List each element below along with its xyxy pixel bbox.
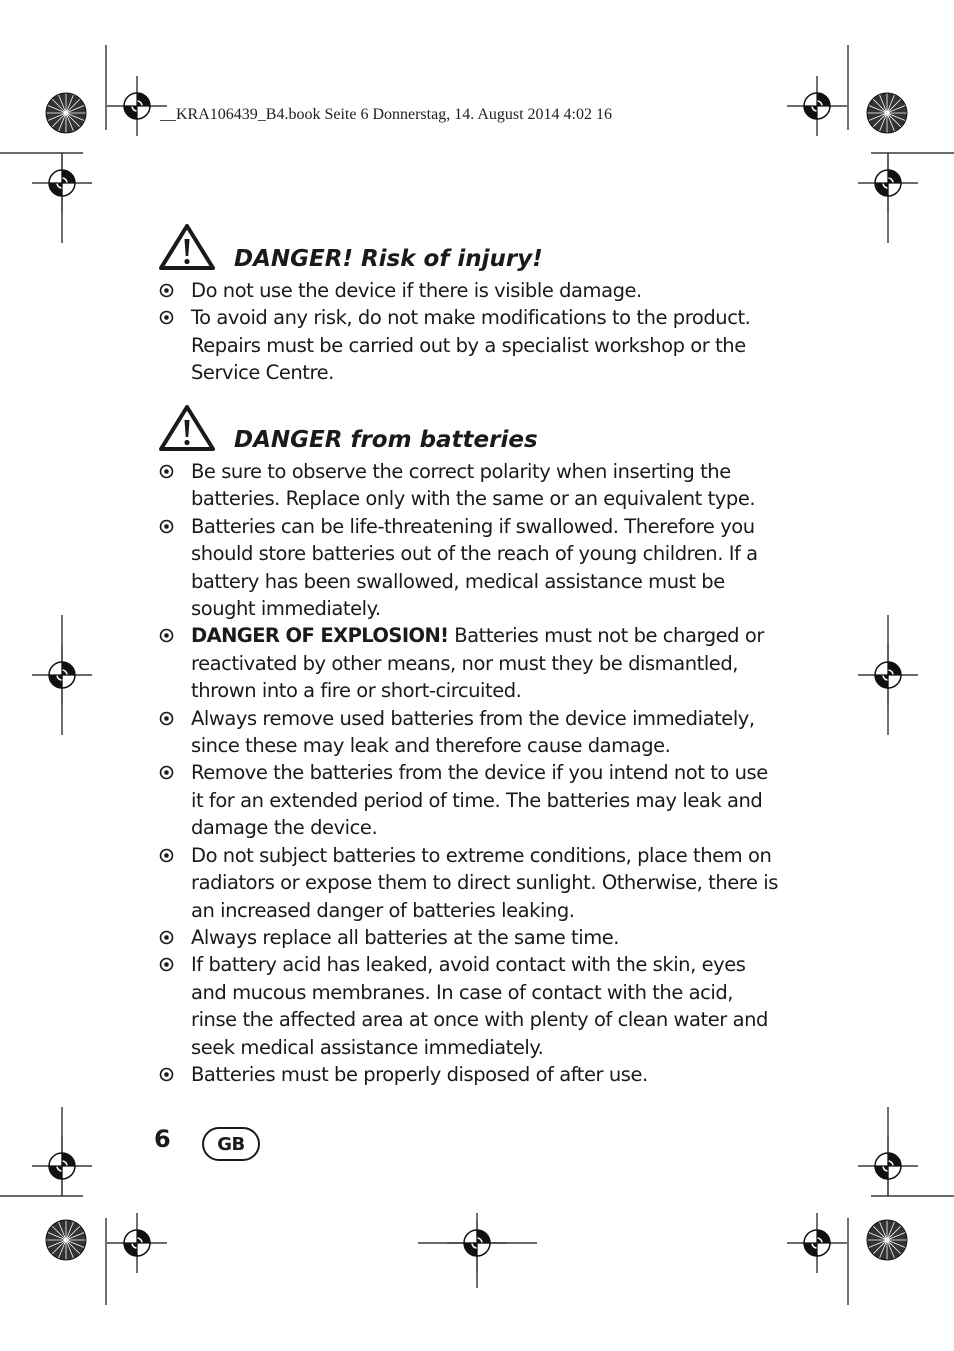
- circle-dot-bullet-icon: [159, 765, 174, 780]
- circle-dot-bullet-icon: [159, 283, 174, 298]
- warning-triangle-icon: [158, 403, 216, 453]
- circle-dot-bullet-icon: [159, 711, 174, 726]
- page-number: 6: [154, 1125, 171, 1153]
- list-item: [158, 842, 781, 924]
- list-item: [158, 759, 781, 841]
- list-item-text: Batteries can be life-threatening if swallowed. Therefore you should store batteries out of the reach of young children. If a battery has been swallowed, medical assistance must be sought immediately.: [191, 514, 758, 621]
- list-item: [158, 458, 781, 513]
- list-item: [158, 622, 781, 704]
- list-item: [158, 277, 781, 304]
- section-title: DANGER! Risk of injury!: [234, 246, 543, 272]
- circle-dot-bullet-icon: [159, 628, 174, 643]
- list-item-text: To avoid any risk, do not make modifications to the product. Repairs must be carried out by a specialist workshop or the Service Centre.: [191, 306, 751, 385]
- list-item-text: Batteries must be properly disposed of after use.: [191, 1062, 648, 1086]
- circle-dot-bullet-icon: [159, 930, 174, 945]
- circle-dot-bullet-icon: [159, 310, 174, 325]
- circle-dot-bullet-icon: [159, 848, 174, 863]
- circle-dot-bullet-icon: [159, 464, 174, 479]
- list-item-text: Batteries must not be charged or reactivated by other means, nor must they be dismantled, thrown into a fire or short-circuited.: [191, 624, 764, 703]
- print-header-info: __KRA106439_B4.book Seite 6 Donnerstag, 14. August 2014 4:02 16: [160, 106, 612, 123]
- list-item-text: Remove the batteries from the device if you intend not to use it for an extended period of time. The batteries may leak and damage the device.: [191, 761, 768, 840]
- circle-dot-bullet-icon: [159, 1067, 174, 1082]
- list-item-text: Always replace all batteries at the same time.: [191, 925, 620, 949]
- language-badge: GB: [202, 1127, 260, 1161]
- list-item: [158, 924, 781, 951]
- list-item-text: Be sure to observe the correct polarity when inserting the batteries. Replace only with the same or an equivalent type.: [191, 460, 756, 511]
- battery-safety-list: [158, 458, 781, 1088]
- list-item: [158, 304, 781, 386]
- circle-dot-bullet-icon: [159, 957, 174, 972]
- circle-dot-bullet-icon: [159, 519, 174, 534]
- risk-of-injury-list: [158, 277, 781, 387]
- list-item: [158, 705, 781, 760]
- list-item: [158, 513, 781, 623]
- list-item-text: Do not subject batteries to extreme conditions, place them on radiators or expose them to direct sunlight. Otherwise, there is an increased danger of batteries leaking.: [191, 843, 778, 922]
- list-item-text: Do not use the device if there is visible damage.: [191, 279, 642, 302]
- list-item: [158, 951, 781, 1061]
- section-title: DANGER from batteries: [234, 427, 538, 453]
- explosion-warning-label: DANGER OF EXPLOSION!: [191, 624, 449, 648]
- list-item-text: Always remove used batteries from the device immediately, since these may leak and therefore cause damage.: [191, 706, 755, 758]
- warning-triangle-icon: [158, 222, 216, 272]
- list-item: [158, 1061, 781, 1088]
- list-item-text: If battery acid has leaked, avoid contact with the skin, eyes and mucous membranes. In case of contact with the acid, rinse the affected area at once with plenty of clean water and seek medical assistance immediately.: [191, 953, 768, 1059]
